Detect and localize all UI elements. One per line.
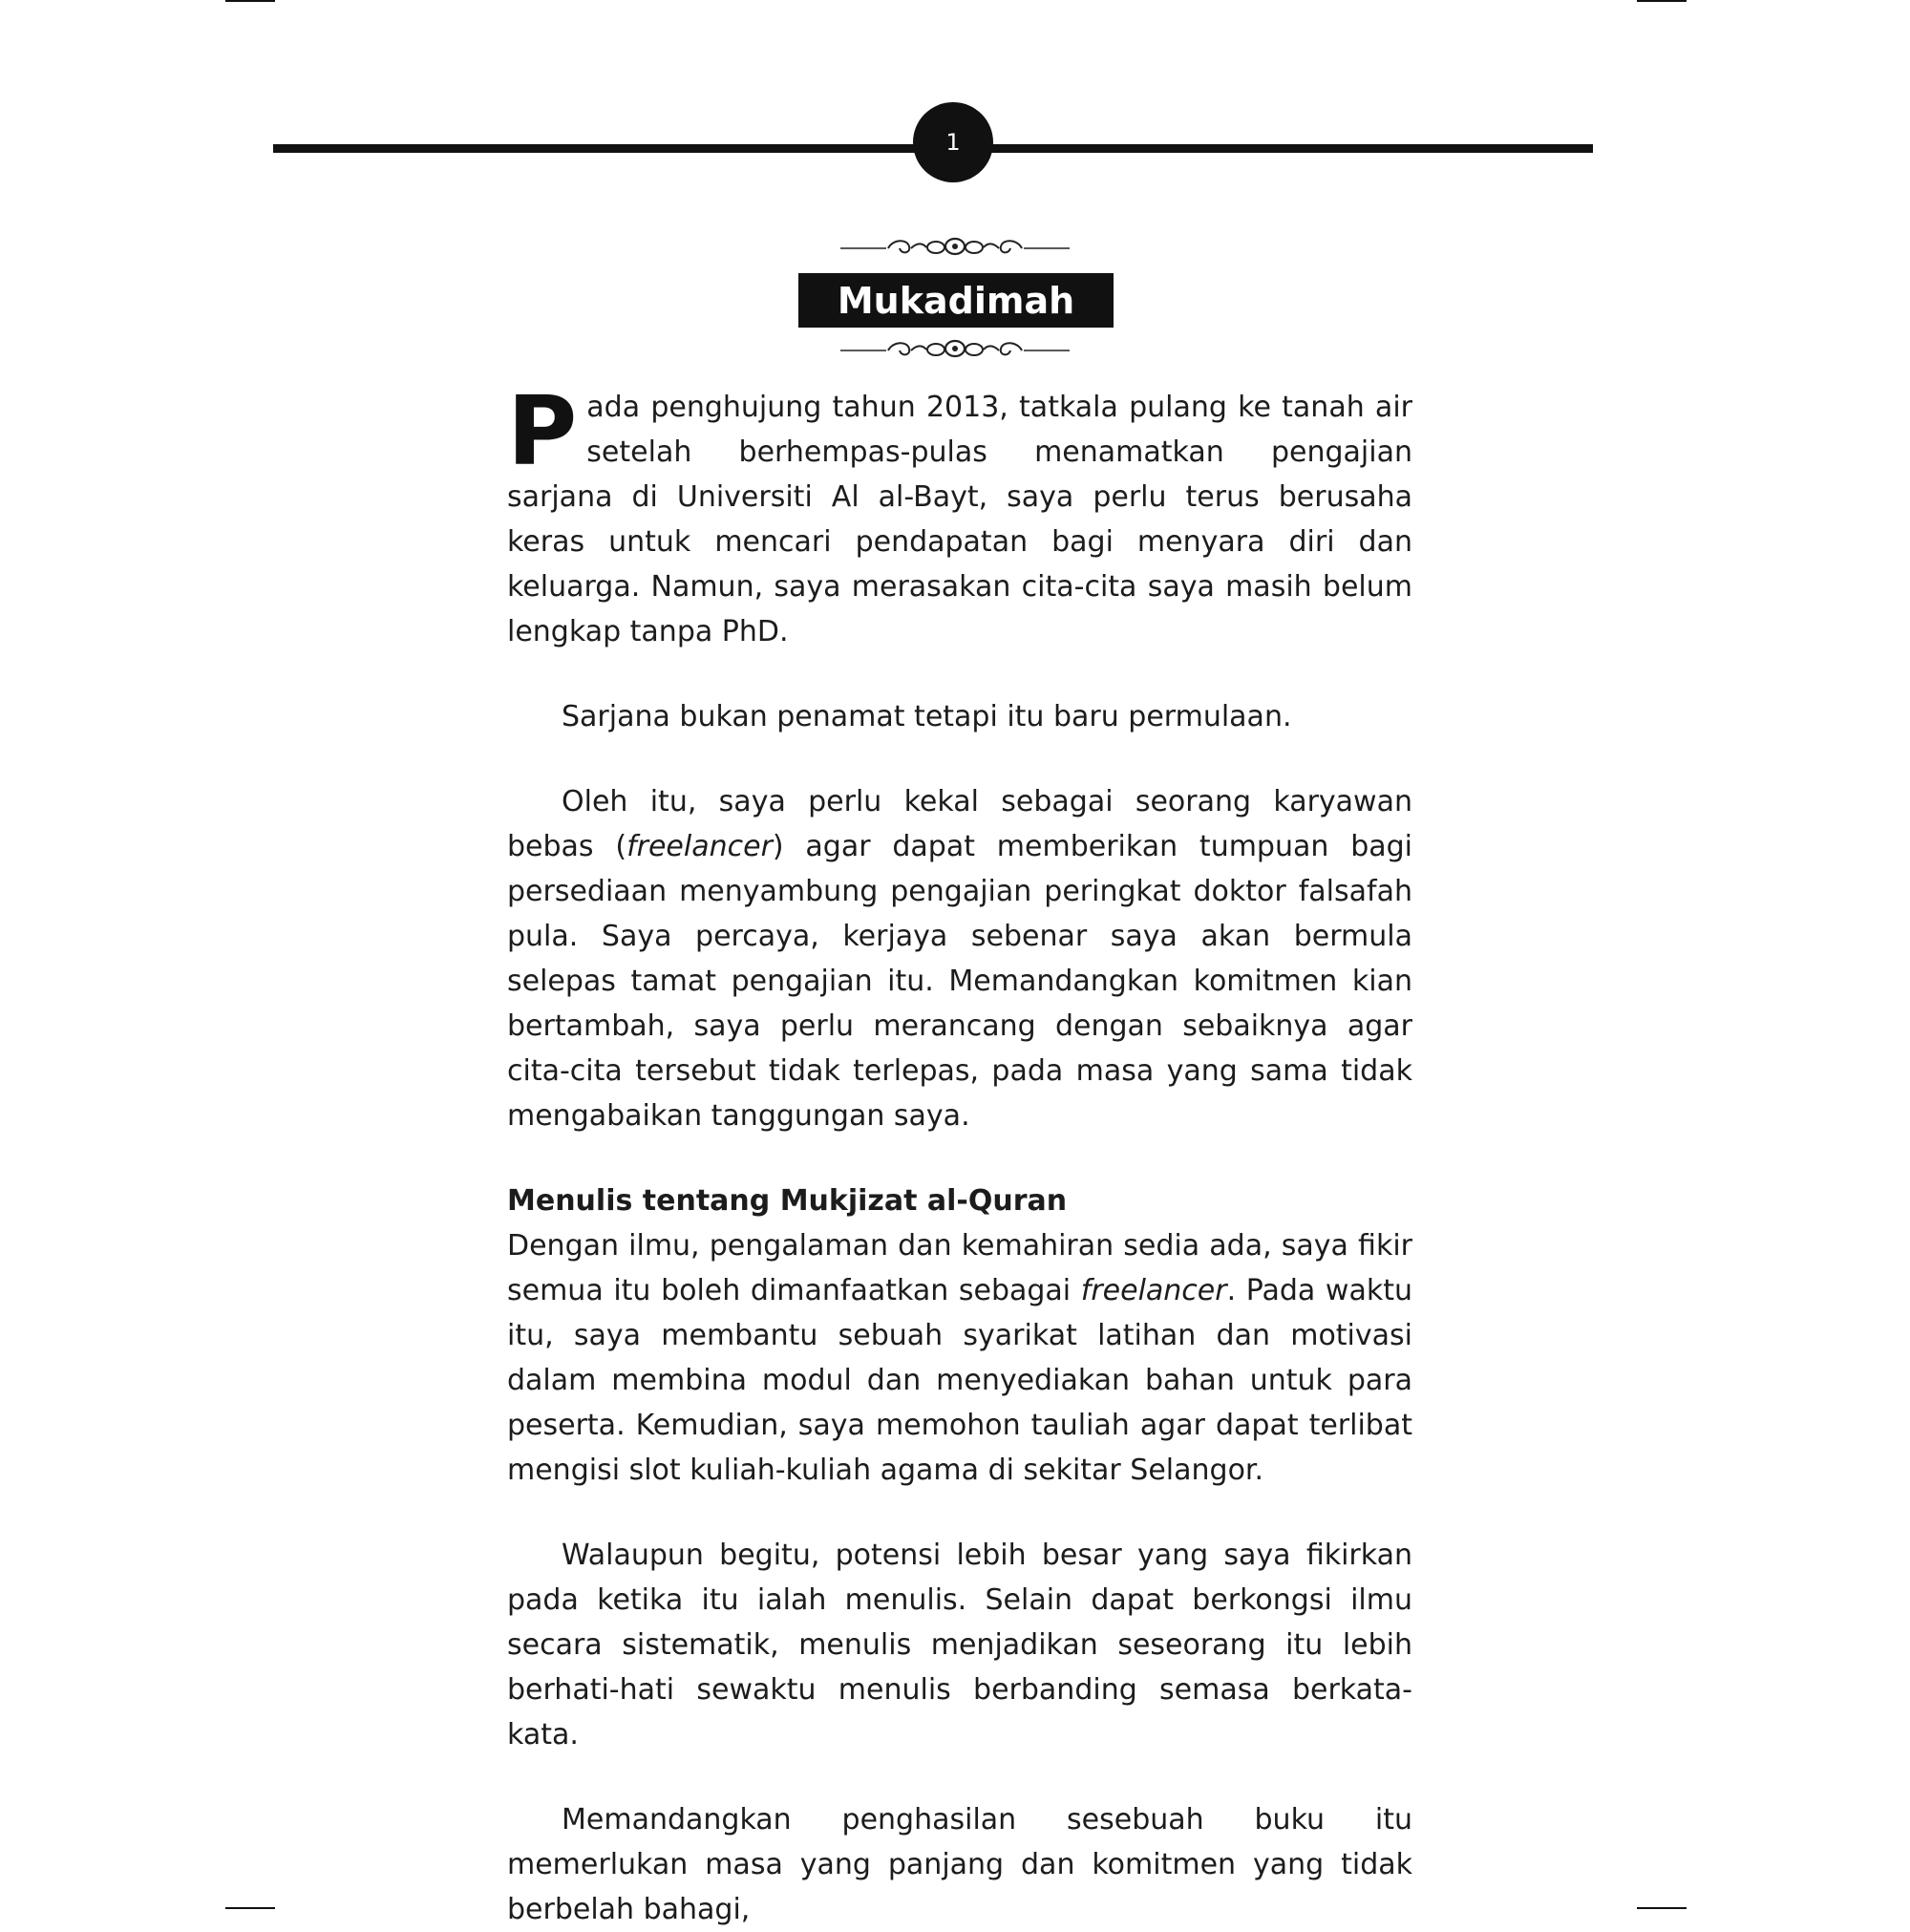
paragraph-4-italic: freelancer xyxy=(1080,1274,1227,1307)
paragraph-4-text-a: Dengan ilmu, pengalaman dan kemahiran sedia ada, saya fikir semua itu boleh dimanfaatkan sebagai xyxy=(507,1229,1412,1307)
section-subheading: Menulis tentang Mukjizat al-Quran xyxy=(507,1184,1068,1218)
body-text xyxy=(507,375,1413,1932)
paragraph-3 xyxy=(507,779,1412,1138)
paragraph-3-text-b: ) agar dapat memberikan tumpuan bagi persediaan menyambung pengajian peringkat doktor falsafah pula. Saya percaya, kerjaya sebenar saya akan bermula selepas tamat pengajian itu. Memandangkan komitmen kian bertambah, saya perlu merancang dengan sebaiknya agar cita-cita tersebut tidak terlepas, pada masa yang sama tidak mengabaikan tanggungan saya. xyxy=(507,830,1412,1133)
paragraph-1-text: ada penghujung tahun 2013, tatkala pulang ke tanah air setelah berhempas-pulas menamatkan pengajian sarjana di Universiti Al al-Bayt, saya perlu terus berusaha keras untuk mencari pendapatan bagi menyara diri dan keluarga. Namun, saya merasakan cita-cita saya masih belum lengkap tanpa PhD. xyxy=(507,391,1412,648)
paragraph-2: Sarjana bukan penamat tetapi itu baru permulaan. xyxy=(562,700,1292,733)
paragraph-3-italic: freelancer xyxy=(626,830,773,863)
crop-mark-bottom-left xyxy=(225,1907,275,1909)
drop-cap: P xyxy=(507,375,578,487)
paragraph-3-text-a: Oleh itu, saya perlu kekal sebagai seorang karyawan bebas ( xyxy=(507,785,1412,863)
page-number-badge xyxy=(913,102,993,182)
page-number: 1 xyxy=(945,129,961,156)
paragraph-6: Memandangkan penghasilan sesebuah buku itu memerlukan masa yang panjang dan komitmen yang tidak berbelah bahagi, xyxy=(507,1803,1412,1926)
flourish-bottom-icon xyxy=(840,336,1070,365)
crop-mark-top-left xyxy=(225,0,275,2)
chapter-title: Mukadimah xyxy=(837,279,1075,322)
paragraph-1 xyxy=(507,375,1412,654)
chapter-title-box xyxy=(798,273,1114,328)
flourish-top-icon xyxy=(840,234,1070,263)
paragraph-5: Walaupun begitu, potensi lebih besar yang saya fikirkan pada ketika itu ialah menulis. Selain dapat berkongsi ilmu secara sistematik, menulis menjadikan seseorang itu lebih berhati-hati sewaktu menulis berbanding semasa berkata-kata. xyxy=(507,1539,1412,1752)
paragraph-4-text-b: . Pada waktu itu, saya membantu sebuah syarikat latihan dan motivasi dalam membina modul dan menyediakan bahan untuk para peserta. Kemudian, saya memohon tauliah agar dapat terlibat mengisi slot kuliah-kuliah agama di sekitar Selangor. xyxy=(507,1274,1413,1487)
crop-mark-top-right xyxy=(1637,0,1687,2)
paragraph-4 xyxy=(507,1223,1412,1493)
crop-mark-bottom-right xyxy=(1637,1907,1687,1909)
